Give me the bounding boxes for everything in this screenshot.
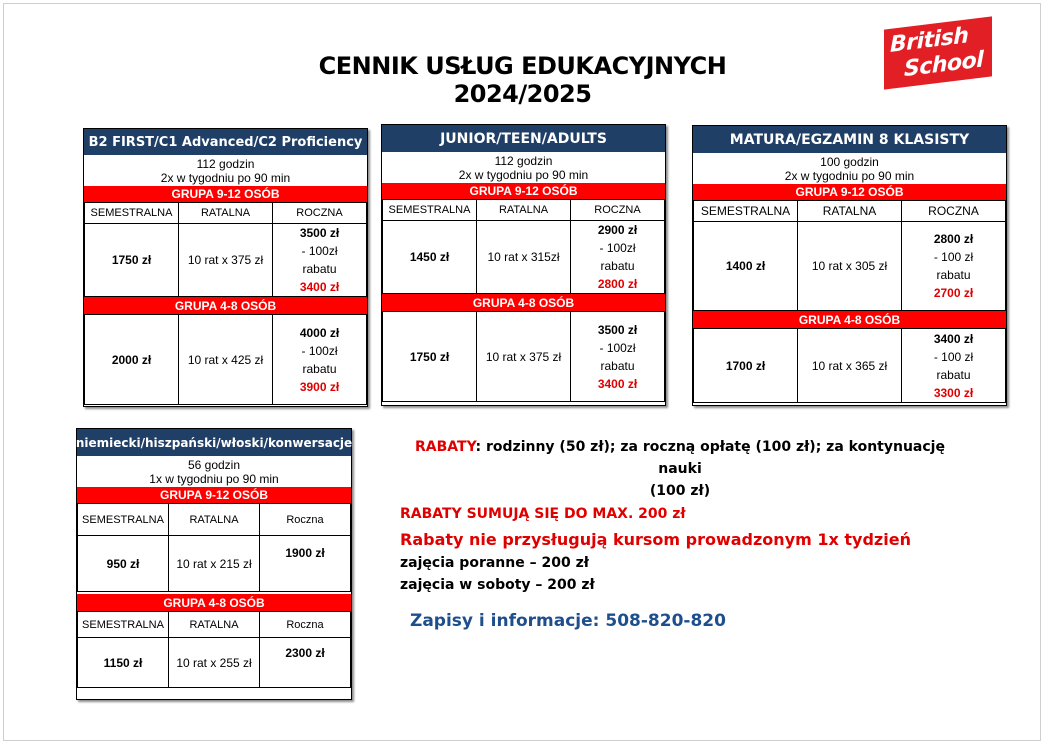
- discount-amount: - 100zł: [301, 244, 338, 258]
- annual-price-cell: [571, 312, 665, 402]
- card-title: B2 FIRST/C1 Advanced/C2 Proficiency: [84, 129, 367, 155]
- group-header: GRUPA 4-8 OSÓB: [382, 294, 665, 311]
- discount-label: rabatu: [600, 358, 635, 373]
- card-info: [77, 456, 351, 487]
- pricing-card-languages: [76, 428, 352, 700]
- semestral-price: 1400 zł: [694, 222, 798, 311]
- price-table: [693, 328, 1006, 403]
- annual-after-discount: 2700 zł: [933, 286, 974, 300]
- col-header-installments: RATALNA: [798, 201, 902, 222]
- weekly-course-note: Rabaty nie przysługują kursom prowadzonym 1x tydzień: [400, 530, 911, 549]
- hours-label: 100 godzin: [820, 155, 879, 169]
- discount-label: rabatu: [936, 268, 971, 282]
- card-info: [382, 152, 665, 183]
- col-header-annual: ROCZNA: [571, 200, 665, 221]
- discount-amount: - 100 zł: [933, 349, 974, 364]
- frequency-label: 2x w tygodniu po 90 min: [784, 169, 915, 183]
- frequency-label: 1x w tygodniu po 90 min: [149, 472, 279, 486]
- annual-price-cell: [902, 222, 1006, 311]
- discounts-text: : rodzinny (50 zł); za roczną opłatę (100 zł); za kontynuację nauki: [475, 439, 945, 477]
- price-table: [84, 314, 367, 405]
- installments-price: 10 rat x 315zł: [477, 221, 571, 294]
- discount-amount: - 100 zł: [933, 250, 974, 264]
- annual-after-discount: 3400 zł: [299, 280, 340, 294]
- annual-price: 4000 zł: [299, 325, 340, 340]
- semestral-price: 2000 zł: [85, 315, 179, 405]
- installments-price: 10 rat x 375 zł: [179, 224, 273, 297]
- installments-price: 10 rat x 215 zł: [169, 536, 260, 592]
- discount-notes: [400, 436, 960, 631]
- card-title: MATURA/EGZAMIN 8 KLASISTY: [693, 126, 1006, 153]
- discount-summary: [400, 436, 960, 502]
- col-header-annual: Roczna: [260, 612, 351, 638]
- col-header-annual: Roczna: [260, 504, 351, 536]
- price-table: [84, 202, 367, 297]
- price-table: [382, 311, 665, 402]
- hours-label: 56 godzin: [187, 458, 241, 472]
- installments-price: 10 rat x 425 zł: [179, 315, 273, 405]
- group-header: GRUPA 9-12 OSÓB: [693, 184, 1006, 200]
- discounts-label: RABATY: [415, 439, 476, 455]
- installments-price: 10 rat x 255 zł: [169, 638, 260, 688]
- pricing-card-matura: [692, 125, 1007, 406]
- price-table: [382, 199, 665, 294]
- hours-label: 112 godzin: [494, 154, 553, 168]
- discount-cap-note: RABATY SUMUJĄ SIĘ DO MAX. 200 zł: [400, 506, 686, 522]
- annual-price: 3500 zł: [299, 226, 340, 240]
- annual-price-cell: [273, 224, 367, 297]
- semestral-price: 950 zł: [78, 536, 169, 592]
- col-header-installments: RATALNA: [169, 612, 260, 638]
- semestral-price: 1750 zł: [85, 224, 179, 297]
- installments-price: 10 rat x 305 zł: [798, 222, 902, 311]
- card-title: JUNIOR/TEEN/ADULTS: [382, 125, 665, 152]
- frequency-label: 2x w tygodniu po 90 min: [458, 168, 589, 182]
- col-header-installments: RATALNA: [477, 200, 571, 221]
- col-header-annual: ROCZNA: [902, 201, 1006, 222]
- installments-price: 10 rat x 375 zł: [477, 312, 571, 402]
- price-table: [693, 200, 1006, 311]
- col-header-installments: RATALNA: [179, 203, 273, 224]
- contact-info: Zapisy i informacje: 508-820-820: [410, 611, 726, 631]
- frequency-label: 2x w tygodniu po 90 min: [160, 171, 291, 185]
- annual-price: 3400 zł: [933, 331, 974, 346]
- installments-price: 10 rat x 365 zł: [798, 329, 902, 403]
- annual-price-cell: [273, 315, 367, 405]
- annual-after-discount: 3300 zł: [933, 385, 974, 400]
- discount-amount: - 100zł: [599, 340, 636, 355]
- annual-price-cell: [571, 221, 665, 294]
- annual-price: 2800 zł: [933, 232, 974, 246]
- card-info: [693, 153, 1006, 184]
- discount-amount: - 100zł: [599, 241, 636, 255]
- col-header-semestral: SEMESTRALNA: [85, 203, 179, 224]
- price-table: [77, 611, 351, 688]
- group-header: GRUPA 9-12 OSÓB: [84, 186, 367, 202]
- col-header-semestral: SEMESTRALNA: [78, 612, 169, 638]
- col-header-annual: ROCZNA: [273, 203, 367, 224]
- logo-line-2: School: [904, 47, 984, 83]
- annual-price: 2300 zł: [260, 638, 351, 688]
- annual-after-discount: 3400 zł: [597, 376, 638, 391]
- discounts-text-cont: (100 zł): [649, 483, 711, 499]
- annual-price: 3500 zł: [597, 322, 638, 337]
- discount-label: rabatu: [302, 262, 337, 276]
- discount-label: rabatu: [936, 367, 971, 382]
- pricing-card-cambridge: [83, 128, 368, 407]
- col-header-installments: RATALNA: [169, 504, 260, 536]
- col-header-semestral: SEMESTRALNA: [383, 200, 477, 221]
- semestral-price: 1700 zł: [694, 329, 798, 403]
- semestral-price: 1750 zł: [383, 312, 477, 402]
- group-header: GRUPA 4-8 OSÓB: [693, 311, 1006, 328]
- group-header: GRUPA 4-8 OSÓB: [77, 594, 351, 611]
- semestral-price: 1150 zł: [78, 638, 169, 688]
- card-info: [84, 155, 367, 186]
- col-header-semestral: SEMESTRALNA: [694, 201, 798, 222]
- group-header: GRUPA 4-8 OSÓB: [84, 297, 367, 314]
- group-header: GRUPA 9-12 OSÓB: [382, 183, 665, 199]
- hours-label: 112 godzin: [196, 157, 255, 171]
- col-header-semestral: SEMESTRALNA: [78, 504, 169, 536]
- logo-line-1: British: [890, 23, 969, 58]
- annual-price: 1900 zł: [260, 536, 351, 592]
- page-title: CENNIK USŁUG EDUKACYJNYCH 2024/2025: [318, 52, 727, 108]
- annual-after-discount: 3900 zł: [299, 379, 340, 394]
- group-header: GRUPA 9-12 OSÓB: [77, 487, 351, 503]
- discount-label: rabatu: [302, 361, 337, 376]
- annual-price-cell: [902, 329, 1006, 403]
- price-table: [77, 503, 351, 592]
- discount-label: rabatu: [600, 259, 635, 273]
- card-title: niemiecki/hiszpański/włoski/konwersacje: [77, 429, 351, 456]
- annual-price: 2900 zł: [597, 223, 638, 237]
- semestral-price: 1450 zł: [383, 221, 477, 294]
- morning-classes-note: zajęcia poranne – 200 zł: [400, 555, 589, 571]
- saturday-classes-note: zajęcia w soboty – 200 zł: [400, 577, 595, 593]
- discount-amount: - 100zł: [301, 343, 338, 358]
- annual-after-discount: 2800 zł: [597, 277, 638, 291]
- pricing-card-junior: [381, 124, 666, 406]
